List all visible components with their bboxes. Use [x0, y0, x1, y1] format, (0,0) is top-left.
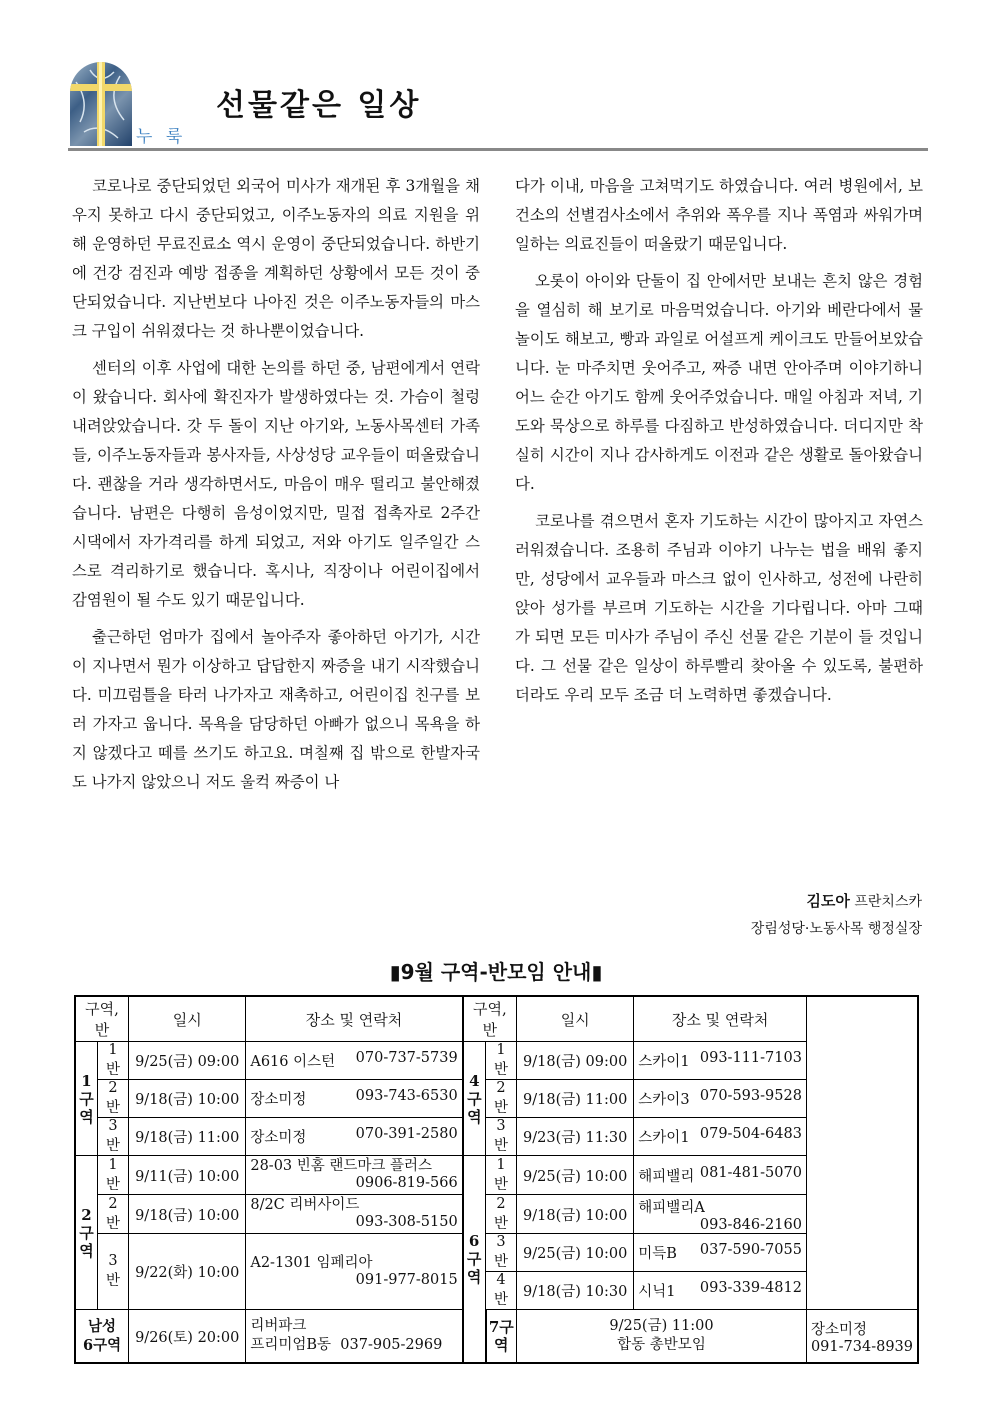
table-row: [75, 1234, 918, 1272]
meeting-place: 장소미정 093-743-6530: [246, 1080, 463, 1118]
meeting-date: 9/25(금) 11:00 합동 총반모임: [517, 1310, 807, 1364]
meeting-date: 9/18(금) 11:00: [517, 1080, 634, 1118]
table-row: [75, 1310, 918, 1364]
author-role: 장림성당·노동사목 행정실장: [750, 921, 922, 937]
meeting-place: 리버파크 프리미엄B동 037-905-2969: [246, 1310, 463, 1364]
meeting-place: 미득B 037-590-7055: [634, 1234, 807, 1272]
header-date: 일시: [129, 996, 246, 1042]
meeting-place: 해피밸리 081-481-5070: [634, 1156, 807, 1195]
ban-label: 3반: [486, 1118, 517, 1156]
table-row: [75, 1042, 918, 1080]
author-baptismal-name: 프란치스카: [854, 894, 922, 910]
district-label: 4구역: [463, 1042, 486, 1156]
ban-label: 3반: [97, 1118, 128, 1156]
ban-label: 2반: [97, 1080, 128, 1118]
page-title: 선물같은 일상: [216, 88, 422, 123]
district-label: 남성 6구역: [75, 1310, 129, 1364]
meeting-date: 9/11(금) 10:00: [129, 1156, 246, 1195]
meeting-date: 9/18(금) 10:00: [517, 1195, 634, 1234]
table-row: [75, 1118, 918, 1156]
meeting-place: 시닉1 093-339-4812: [634, 1272, 807, 1310]
meeting-place: 스카이1 079-504-6483: [634, 1118, 807, 1156]
section-name: 누 룩: [136, 127, 187, 147]
meeting-place: 장소미정 070-391-2580: [246, 1118, 463, 1156]
ban-label: 1반: [486, 1042, 517, 1080]
header-date: 일시: [517, 996, 634, 1042]
page-header: [68, 62, 928, 150]
meeting-date: 9/18(금) 10:30: [517, 1272, 634, 1310]
ban-label: 2반: [486, 1080, 517, 1118]
meeting-place: 28-03 빈홈 랜드마크 플러스 0906-819-566: [246, 1156, 463, 1195]
stained-glass-cross-icon: [70, 62, 132, 146]
schedule-title: ▮9월 구역-반모임 안내▮: [389, 960, 603, 984]
paragraph: 오롯이 아이와 단둘이 집 안에서만 보내는 흔치 않은 경험을 열심히 해 보기로 마음먹었습니다. 아기와 베란다에서 물놀이도 해보고, 빵과 과일로 어설프게 케이크도 만들어보았습니다. 눈 마주치면 웃어주고, 짜증 내면 안아주며 이야기하니 어느 순간 아기도 함께 웃어주었습니다. 매일 아침과 저녁, 기도와 묵상으로 하루를 다짐하고 반성하였습니다. 더디지만 착실히 시간이 지나 감사하게도 이전과 같은 생활로 돌아왔습니다.: [515, 272, 923, 493]
meeting-date: 9/22(화) 10:00: [129, 1234, 246, 1310]
meeting-place: A2-1301 임페리아 091-977-8015: [246, 1234, 463, 1310]
district-label: 6구역: [463, 1156, 486, 1364]
meeting-date: 9/18(금) 10:00: [129, 1080, 246, 1118]
ban-label: 3반: [486, 1234, 517, 1272]
meeting-date: 9/18(금) 11:00: [129, 1118, 246, 1156]
paragraph: 코로나를 겪으면서 혼자 기도하는 시간이 많아지고 자연스러워졌습니다. 조용히 주님과 이야기 나누는 법을 배워 좋지만, 성당에서 교우들과 마스크 없이 인사하고, 성전에 나란히 앉아 성가를 부르며 기도하는 시간을 기다립니다. 아마 그때가 되면 모든 미사가 주님이 주신 선물 같은 기분이 들 것입니다. 그 선물 같은 일상이 하루빨리 찾아올 수 있도록, 불편하더라도 우리 모두 조금 더 노력하면 좋겠습니다.: [515, 512, 923, 704]
paragraph: 출근하던 엄마가 집에서 놀아주자 좋아하던 아기가, 시간이 지나면서 뭔가 이상하고 답답한지 짜증을 내기 시작했습니다. 미끄럼틀을 타러 나가자고 재촉하고, 어린이집 친구를 보러 가자고 웁니다. 목욕을 담당하던 아빠가 없으니 목욕을 하지 않겠다고 떼를 쓰기도 하고요. 며칠째 집 밖으로 한발자국도 나가지 않았으니 저도 울컥 짜증이 나: [72, 628, 480, 791]
meeting-place: 스카이3 070-593-9528: [634, 1080, 807, 1118]
header-district: 구역,반: [75, 996, 129, 1042]
ban-label: 1반: [97, 1042, 128, 1080]
ban-label: 1반: [97, 1156, 128, 1195]
ban-label: 3반: [97, 1234, 128, 1310]
district-label: 7구역: [486, 1310, 517, 1364]
meeting-place: A616 이스턴 070-737-5739: [246, 1042, 463, 1080]
ban-label: 4반: [486, 1272, 517, 1310]
paragraph: 코로나로 중단되었던 외국어 미사가 재개된 후 3개월을 채우지 못하고 다시 중단되었고, 이주노동자의 의료 지원을 위해 운영하던 무료진료소 역시 운영이 중단되었습니다. 하반기에 건강 검진과 예방 접종을 계획하던 상황에서 모든 것이 중단되었습니다. 지난번보다 나아진 것은 이주노동자들의 마스크 구입이 쉬워졌다는 것 하나뿐이었습니다.: [72, 177, 480, 340]
ban-label: 2반: [97, 1195, 128, 1234]
article-column-left: [72, 172, 480, 805]
meeting-date: 9/25(금) 10:00: [517, 1156, 634, 1195]
header-district: 구역,반: [463, 996, 517, 1042]
meeting-date: 9/25(금) 09:00: [129, 1042, 246, 1080]
district-label: 1구역: [75, 1042, 97, 1156]
author-signature: [751, 888, 922, 943]
meeting-date: 9/26(토) 20:00: [129, 1310, 246, 1364]
meeting-date: 9/18(금) 09:00: [517, 1042, 634, 1080]
header-place: 장소 및 연락처: [634, 996, 807, 1042]
paragraph: 센터의 이후 사업에 대한 논의를 하던 중, 남편에게서 연락이 왔습니다. 회사에 확진자가 발생하였다는 것. 가슴이 철렁 내려앉았습니다. 갓 두 돌이 지난 아기와, 노동사목센터 가족들, 이주노동자들과 봉사자들, 사상성당 교우들이 떠올랐습니다. 괜찮을 거라 생각하면서도, 마음이 매우 떨리고 불안해졌습니다. 남편은 다행히 음성이었지만, 밀접 접촉자로 2주간 시댁에서 자가격리를 하게 되었고, 저와 아기도 일주일간 스스로 격리하기로 했습니다. 혹시나, 직장이나 어린이집에서 감염원이 될 수도 있기 때문입니다.: [72, 359, 480, 609]
header-divider: [68, 148, 928, 151]
meeting-place: 해피밸리A 093-846-2160: [634, 1195, 807, 1234]
meeting-place: 장소미정 091-734-8939: [806, 1310, 918, 1364]
ban-label: 1반: [486, 1156, 517, 1195]
meeting-date: 9/25(금) 10:00: [517, 1234, 634, 1272]
header-place: 장소 및 연락처: [246, 996, 463, 1042]
meeting-date: 9/18(금) 10:00: [129, 1195, 246, 1234]
article-column-right: [515, 172, 923, 718]
ban-label: 2반: [486, 1195, 517, 1234]
table-header-row: [75, 996, 918, 1042]
meeting-place: 8/2C 리버사이드 093-308-5150: [246, 1195, 463, 1234]
meeting-place: 스카이1 093-111-7103: [634, 1042, 807, 1080]
table-row: [75, 1080, 918, 1118]
meeting-date: 9/23(금) 11:30: [517, 1118, 634, 1156]
author-name: 김도아: [806, 892, 850, 910]
schedule-table: [74, 995, 919, 1364]
district-label: 2구역: [75, 1156, 97, 1310]
paragraph: 다가 이내, 마음을 고쳐먹기도 하였습니다. 여러 병원에서, 보건소의 선별검사소에서 추위와 폭우를 지나 폭염과 싸워가며 일하는 의료진들이 떠올랐기 때문입니다.: [515, 177, 923, 253]
